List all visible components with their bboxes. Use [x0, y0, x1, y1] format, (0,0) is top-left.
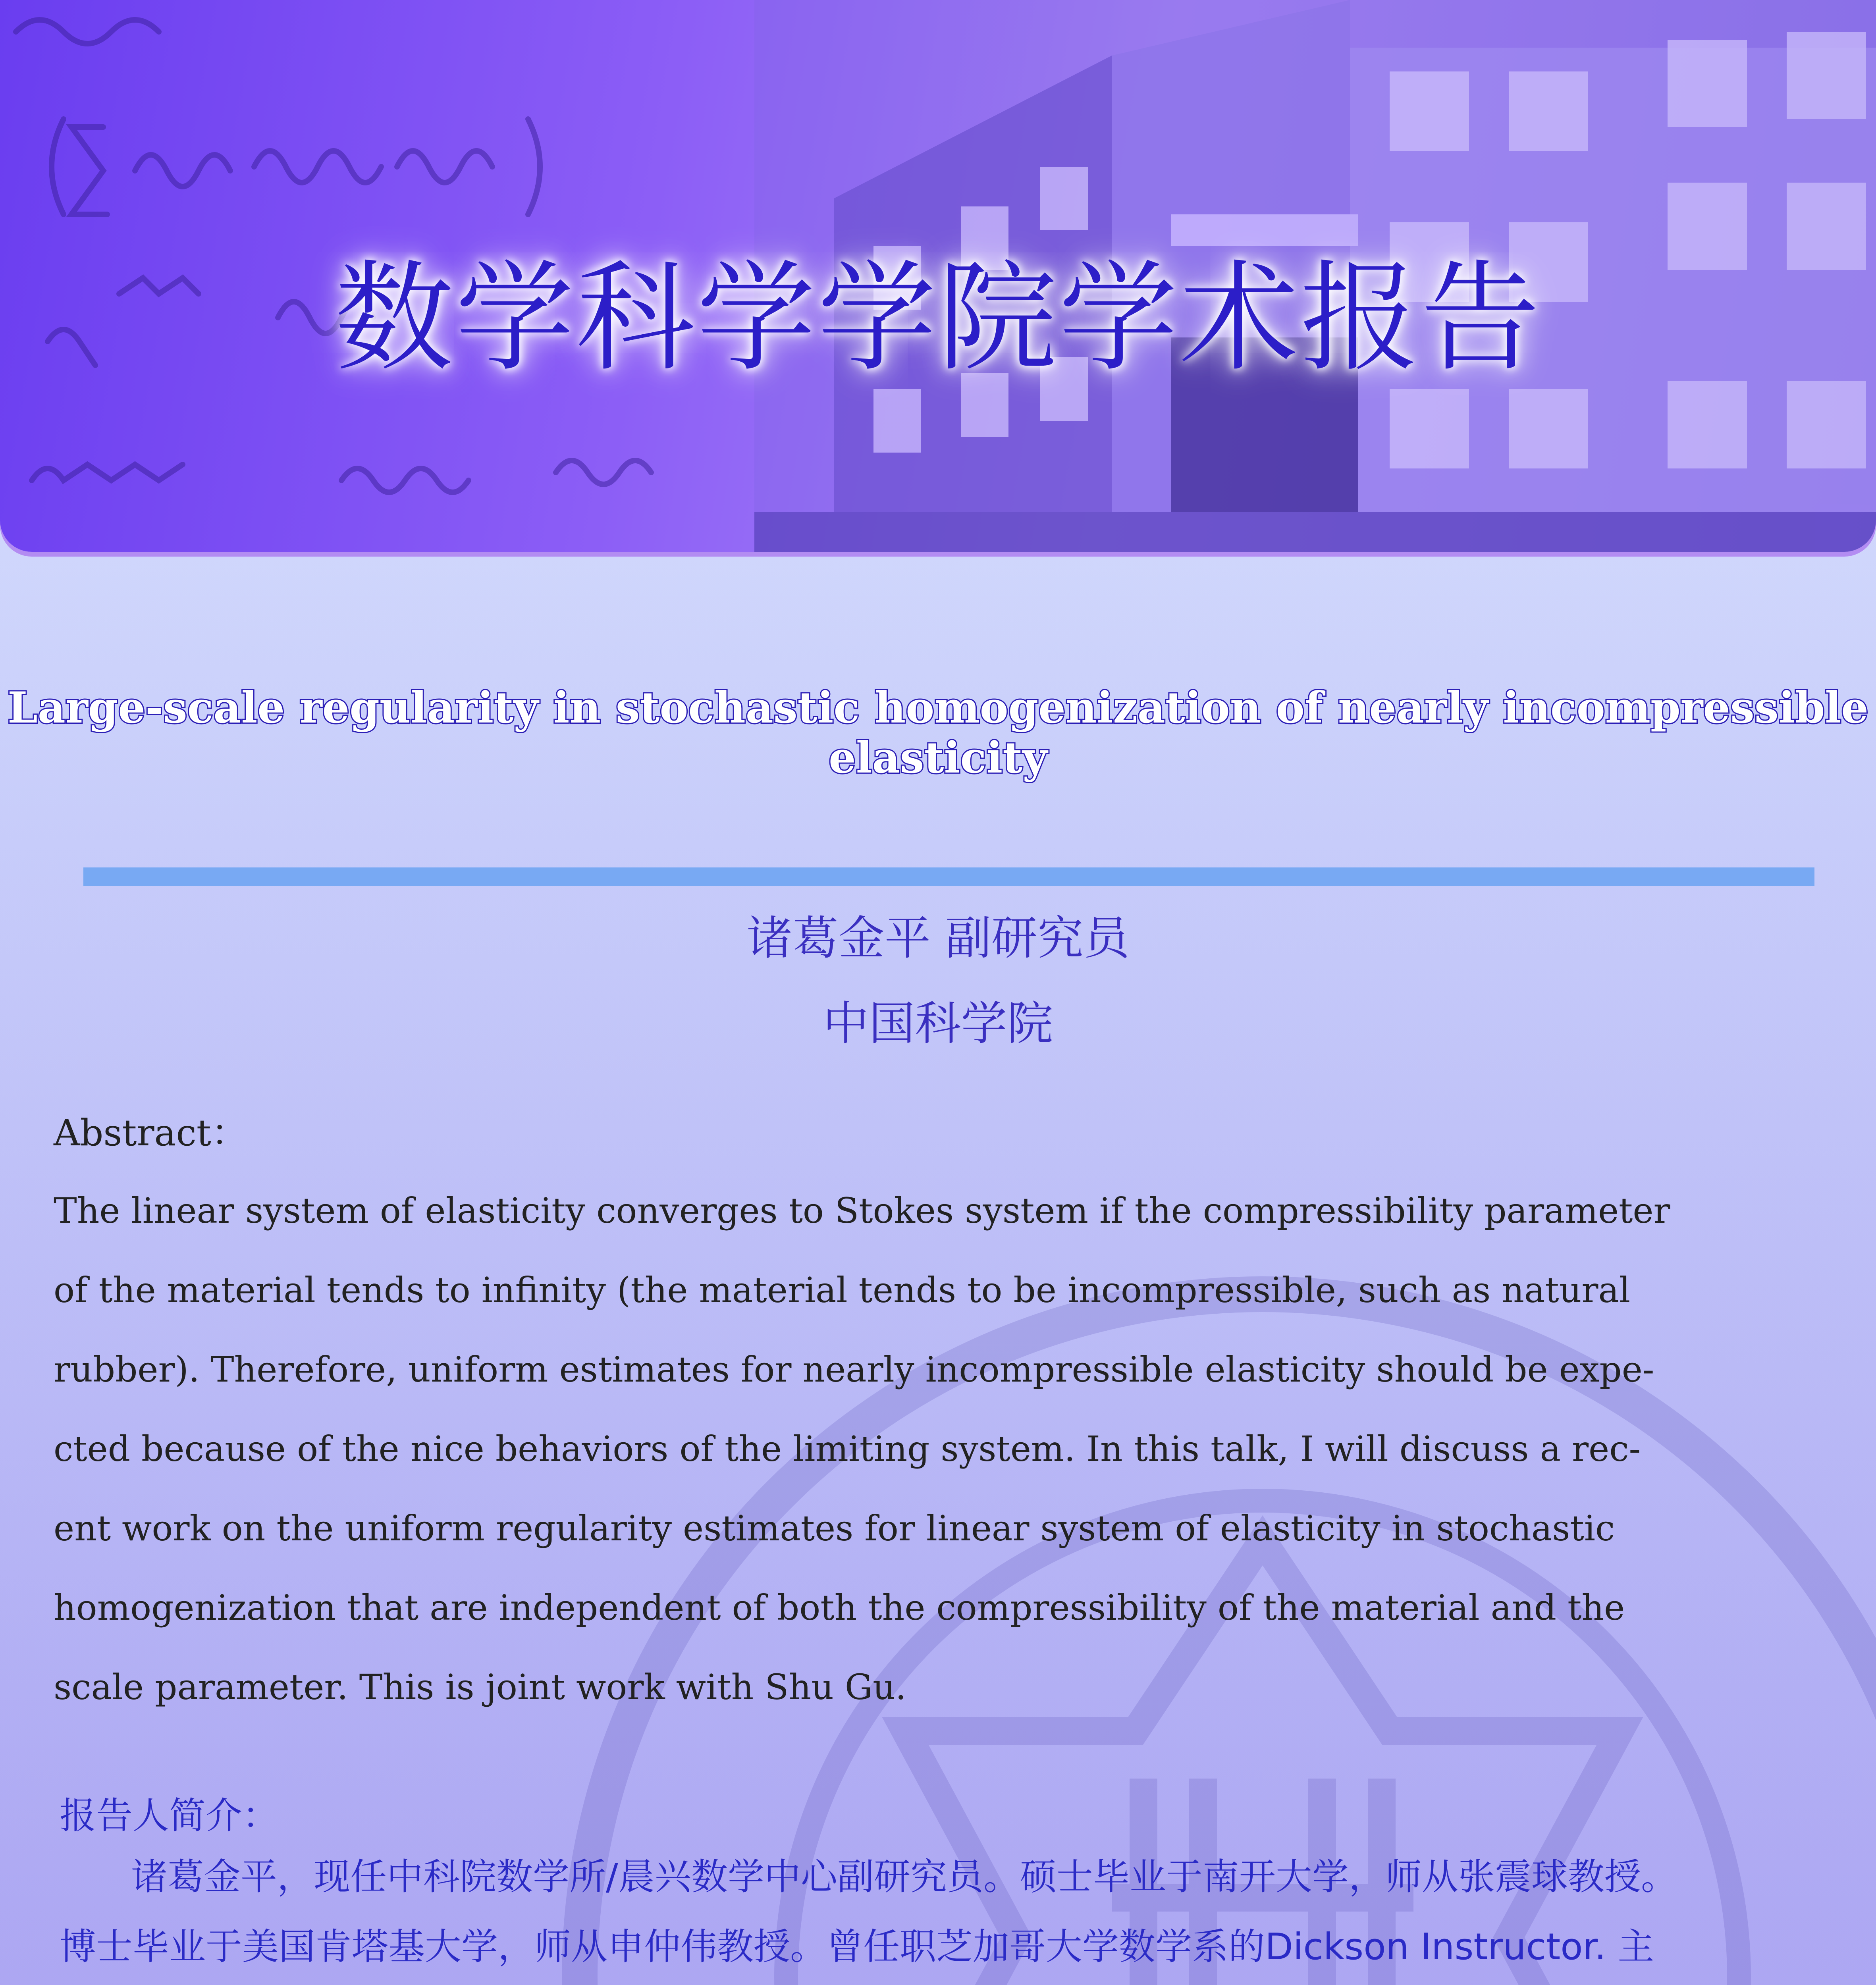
talk-title: Large-scale regularity in stochastic homogenization of nearly incompressible elasticity — [7, 683, 1869, 783]
abstract-line: scale parameter. This is joint work with Shu Gu. — [54, 1667, 906, 1707]
bio-line: 诸葛金平，现任中科院数学所/晨兴数学中心副研究员。硕士毕业于南开大学，师从张震球教授。 — [131, 1856, 1677, 1898]
abstract-line: of the material tends to infinity (the material tends to be incompressible, such as natural — [54, 1270, 1631, 1310]
bio-line — [60, 1982, 1826, 1985]
abstract-line: The linear system of elasticity converges to Stokes system if the compressibility parameter — [54, 1190, 1670, 1231]
abstract-line: rubber). Therefore, uniform estimates for nearly incompressible elasticity should be expe- — [54, 1349, 1654, 1390]
page-title: 数学科学学院学术报告 — [334, 249, 1542, 387]
speaker-name: 诸葛金平 副研究员 — [746, 912, 1130, 965]
speaker-affiliation: 中国科学院 — [823, 997, 1053, 1050]
abstract-label: Abstract： — [54, 1112, 248, 1154]
abstract-line: homogenization that are independent of both the compressibility of the material and the — [54, 1587, 1625, 1628]
abstract-text — [54, 1171, 1848, 1727]
bio-line: 博士毕业于美国肯塔基大学，师从申仲伟教授。曾任职芝加哥大学数学系的Dickson Instructor. 主 — [60, 1925, 1654, 1968]
abstract-line: cted because of the nice behaviors of the limiting system. In this talk, I will discuss a rec- — [54, 1428, 1641, 1469]
divider — [83, 867, 1814, 886]
bio-label: 报告人简介： — [60, 1794, 279, 1837]
bio-text — [60, 1842, 1826, 1985]
header-banner — [0, 0, 1876, 552]
abstract-line: ent work on the uniform regularity estimates for linear system of elasticity in stochastic — [54, 1508, 1615, 1549]
